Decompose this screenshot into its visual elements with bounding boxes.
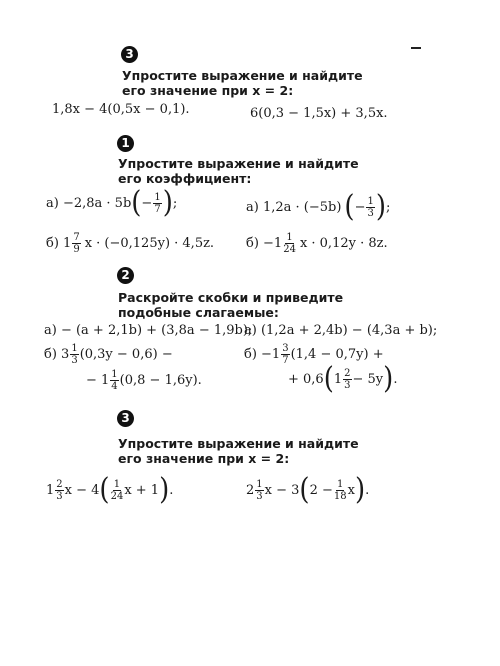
fraction: $\frac{1}{3}$ — [367, 195, 374, 219]
fraction: $\frac{3}{7}$ — [282, 343, 289, 366]
close-paren: ) — [383, 361, 394, 397]
fraction: $\frac{2}{3}$ — [56, 478, 63, 502]
close-paren: ) — [375, 189, 386, 225]
expression-a-left: а) − (a + 2,1b) + (3,8a − 1,9b); — [44, 323, 253, 338]
open-paren: ( — [99, 472, 110, 508]
task-heading-line2: его значение при x = 2: — [118, 451, 290, 466]
expression-b-right: б) −1 $\frac{1}{24}$ x · 0,12y · 8z. — [246, 232, 388, 255]
close-paren: ) — [159, 472, 170, 508]
minus-sign: − — [354, 199, 366, 215]
expression-text: а) 1,2a · (−5b) — [246, 199, 342, 215]
task-heading-line1: Упростите выражение и найдите — [118, 436, 359, 451]
fraction: $\frac{1}{3}$ — [256, 478, 263, 502]
fraction: $\frac{1}{7}$ — [154, 191, 161, 215]
task-heading-line1: Упростите выражение и найдите — [118, 156, 359, 171]
fraction: $\frac{1}{3}$ — [71, 343, 78, 366]
task-heading-line2: его коэффициент: — [118, 171, 252, 186]
fraction: $\frac{1}{24}$ — [283, 232, 296, 255]
task-heading-line1: Упростите выражение и найдите — [122, 68, 363, 83]
open-paren: ( — [323, 361, 334, 397]
corner-mark — [411, 47, 421, 49]
open-paren: ( — [131, 185, 142, 221]
fraction: $\frac{7}{9}$ — [73, 232, 80, 255]
expression-b-right-line1: б) −1 $\frac{3}{7}$ (1,4 − 0,7y) + — [244, 343, 384, 366]
expression-b-left: б) 1 $\frac{7}{9}$ x · (−0,125y) · 4,5z. — [46, 232, 215, 255]
close-paren: ) — [354, 472, 366, 508]
expression-a-left: а) −2,8a · 5b ( − $\frac{1}{7}$ ) ; — [46, 185, 178, 221]
expression-left: 1 $\frac{2}{3}$ x − 4 ( $\frac{1}{24}$ x + 1 ) . — [46, 472, 174, 508]
expression-a-right: а) 1,2a · (−5b) ( − $\frac{1}{3}$ ) ; — [246, 189, 391, 225]
minus-sign: − — [141, 195, 153, 211]
expression-b-right-line2: + 0,6 ( 1 $\frac{2}{3}$ − 5y ) . — [288, 361, 398, 397]
expression-text: а) −2,8a · 5b — [46, 195, 132, 211]
expression-b-left-line2: − 1 $\frac{1}{4}$ (0,8 − 1,6y). — [86, 369, 202, 392]
fraction: $\frac{2}{3}$ — [344, 367, 351, 391]
fraction: $\frac{1}{4}$ — [111, 369, 118, 392]
expression-right: 2 $\frac{1}{3}$ x − 3 ( 2 − $\frac{1}{18}$ x ) . — [246, 472, 370, 508]
expression-left: 1,8x − 4(0,5x − 0,1). — [52, 102, 190, 117]
task-heading-line1: Раскройте скобки и приведите — [118, 290, 344, 305]
task-heading-line2: его значение при x = 2: — [122, 83, 294, 98]
expression-b-left-line1: б) 3 $\frac{1}{3}$ (0,3y − 0,6) − — [44, 343, 173, 366]
close-paren: ) — [162, 185, 173, 221]
fraction: $\frac{1}{18}$ — [333, 478, 347, 502]
expression-a-right: а) (1,2a + 2,4b) − (4,3a + b); — [244, 323, 438, 338]
expression-right: 6(0,3 − 1,5x) + 3,5x. — [250, 106, 388, 121]
open-paren: ( — [299, 472, 310, 508]
task-number-badge: 1 — [117, 135, 134, 152]
task-number-badge: 2 — [117, 267, 134, 284]
open-paren: ( — [344, 189, 355, 225]
task-number-badge: 3 — [121, 46, 138, 63]
fraction: $\frac{1}{24}$ — [110, 478, 124, 502]
task-heading-line2: подобные слагаемые: — [118, 305, 279, 320]
task-number-badge: 3 — [117, 410, 134, 427]
